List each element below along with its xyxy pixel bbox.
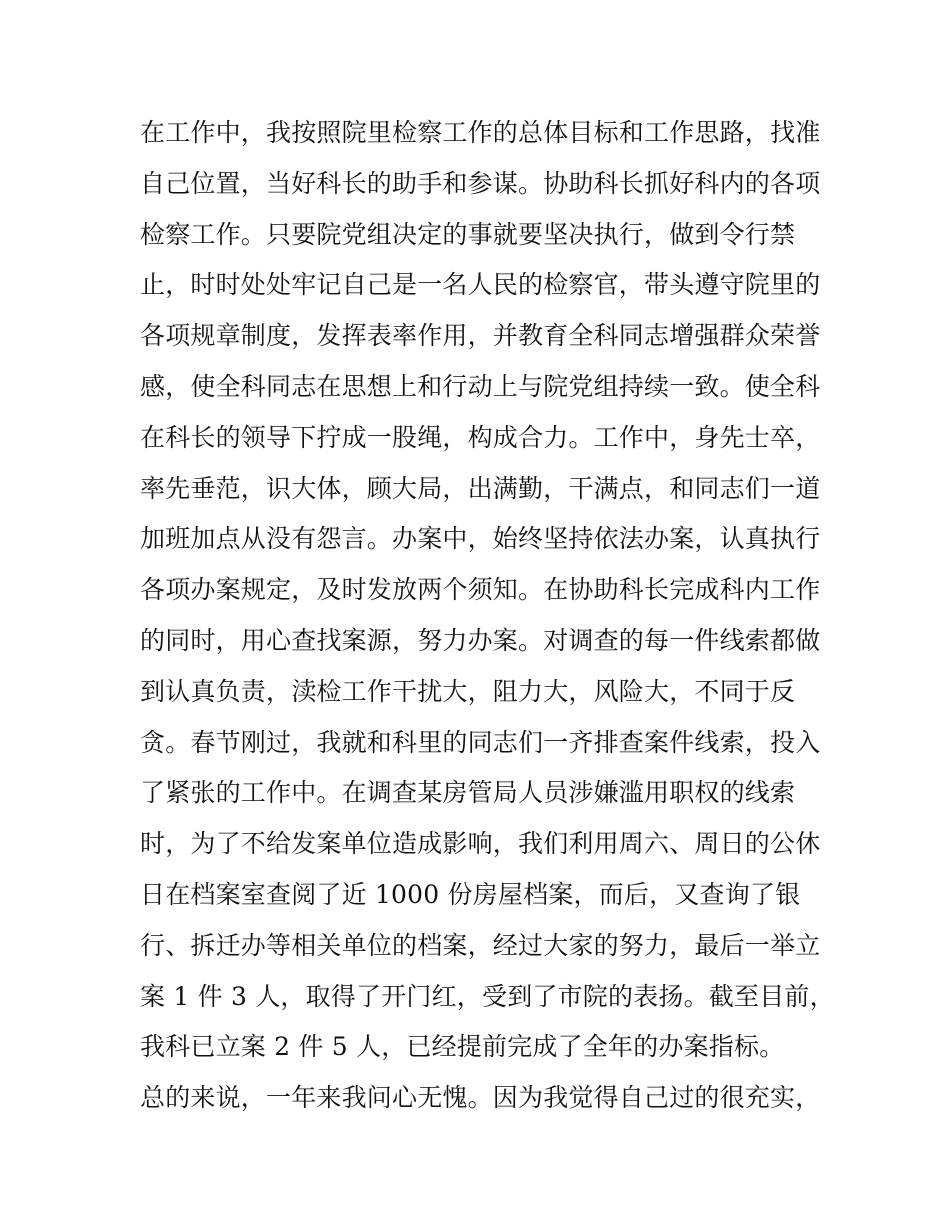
text-line: 总的来说，一年来我问心无愧。因为我觉得自己过的很充实， [140, 1083, 821, 1113]
text-line: 加班加点从没有怨言。办案中，始终坚持依法办案，认真执行 [140, 524, 821, 554]
text-line: 各项规章制度，发挥表率作用，并教育全科同志增强群众荣誉 [140, 321, 821, 351]
text-line: 贪。春节刚过，我就和科里的同志们一齐排查案件线索，投入 [140, 727, 821, 757]
text-line: 日在档案室查阅了近 1000 份房屋档案，而后，又查询了银 [140, 879, 801, 909]
text-line: 时，为了不给发案单位造成影响，我们利用周六、周日的公休 [140, 829, 821, 859]
body-text [140, 108, 835, 1124]
text-line: 行、拆迁办等相关单位的档案，经过大家的努力，最后一举立 [140, 930, 821, 960]
text-line: 案 1 件 3 人，取得了开门红，受到了市院的表扬。截至目前， [140, 981, 835, 1011]
text-line: 止，时时处处牢记自己是一名人民的检察官，带头遵守院里的 [140, 270, 821, 300]
text-line: 了紧张的工作中。在调查某房管局人员涉嫌滥用职权的线索 [140, 778, 796, 808]
text-line: 自己位置，当好科长的助手和参谋。协助科长抓好科内的各项 [140, 168, 821, 198]
text-line: 我科已立案 2 件 5 人，已经提前完成了全年的办案指标。 [140, 1032, 785, 1062]
text-line: 到认真负责，渎检工作干扰大，阻力大，风险大，不同于反 [140, 676, 796, 706]
text-line: 在科长的领导下拧成一股绳，构成合力。工作中，身先士卒， [140, 422, 821, 452]
text-line: 的同时，用心查找案源，努力办案。对调查的每一件线索都做 [140, 625, 821, 655]
text-line: 率先垂范，识大体，顾大局，出满勤，干满点，和同志们一道 [140, 473, 821, 503]
text-line: 感，使全科同志在思想上和行动上与院党组持续一致。使全科 [140, 371, 821, 401]
text-line: 在工作中，我按照院里检察工作的总体目标和工作思路，找准 [140, 118, 821, 147]
text-line: 各项办案规定，及时发放两个须知。在协助科长完成科内工作 [140, 575, 821, 605]
text-line: 检察工作。只要院党组决定的事就要坚决执行，做到令行禁 [140, 219, 796, 249]
